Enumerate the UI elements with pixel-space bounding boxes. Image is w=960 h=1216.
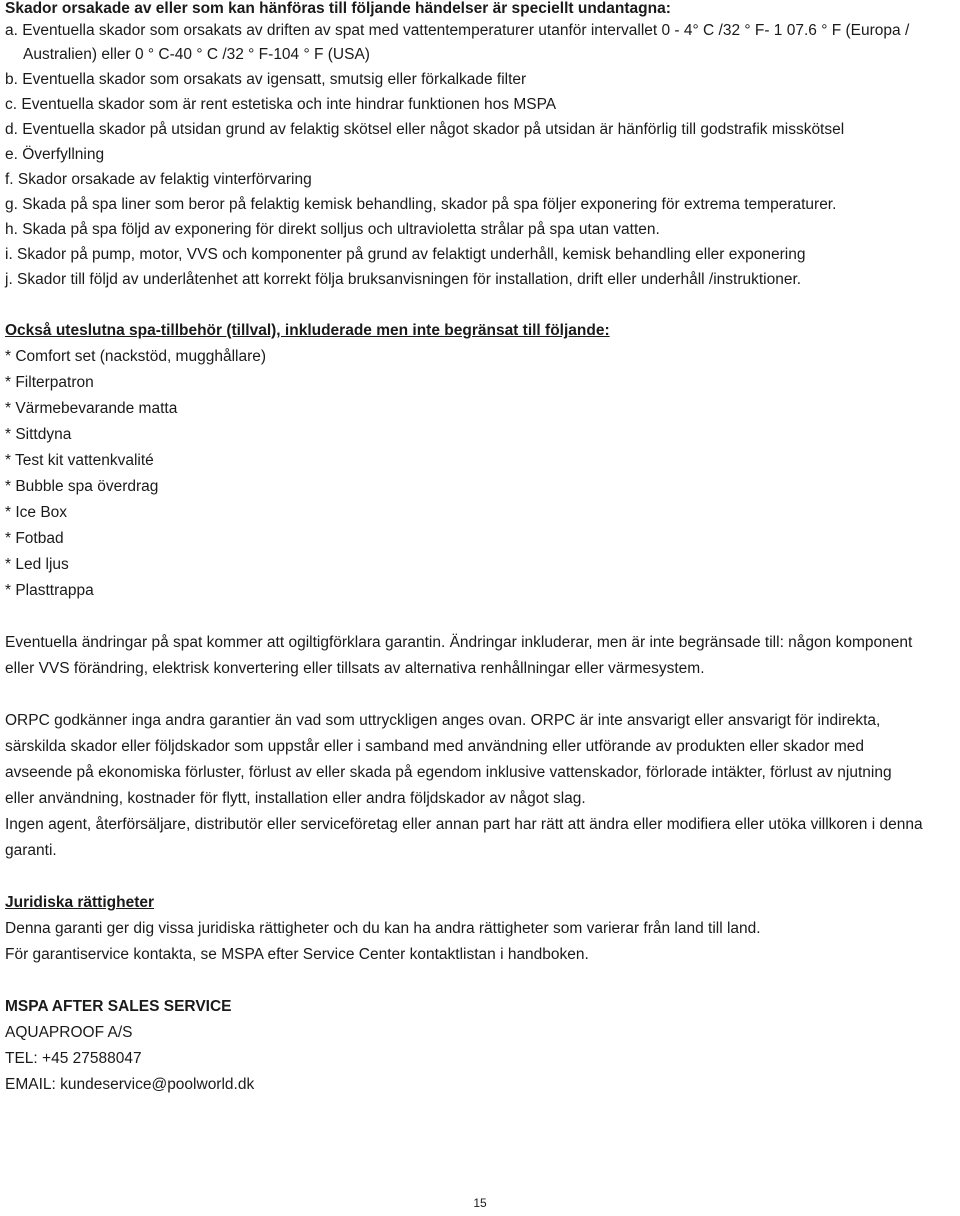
exclusion-item-h: h. Skada på spa följd av exponering för direkt solljus och ultravioletta strålar på spa utan vatten. xyxy=(5,221,660,238)
orpc-line: eller användning, kostnader för flytt, installation eller andra följdskador av något slag. xyxy=(5,790,586,807)
accessory-item: * Test kit vattenkvalité xyxy=(5,452,154,469)
service-phone: TEL: +45 27588047 xyxy=(5,1050,142,1067)
spacer xyxy=(5,968,957,994)
orpc-line: Ingen agent, återförsäljare, distributör eller serviceföretag eller annan part har rätt att ändra eller modifiera eller utöka villkoren i denna xyxy=(5,816,923,833)
warranty-page xyxy=(5,0,957,1098)
legal-line: För garantiservice kontakta, se MSPA efter Service Center kontaktlistan i handboken. xyxy=(5,946,589,963)
modifications-paragraph xyxy=(5,630,957,682)
exclusion-item-d: d. Eventuella skador på utsidan grund av felaktig skötsel eller något skador på utsidan är hänförlig till godstrafik misskötsel xyxy=(5,121,845,138)
orpc-line: särskilda skador eller följdskador som uppstår eller i samband med användning eller utförande av produkten eller skador med xyxy=(5,738,864,755)
accessory-item: * Fotbad xyxy=(5,530,64,547)
orpc-line: garanti. xyxy=(5,842,57,859)
exclusion-item-j: j. Skador till följd av underlåtenhet att korrekt följa bruksanvisningen för installation, drift eller underhåll /instruktioner. xyxy=(5,271,802,288)
exclusion-item-c: c. Eventuella skador som är rent estetiska och inte hindrar funktionen hos MSPA xyxy=(5,96,557,113)
service-email: EMAIL: kundeservice@poolworld.dk xyxy=(5,1076,255,1093)
accessory-item: * Filterpatron xyxy=(5,374,94,391)
legal-section xyxy=(5,890,957,968)
orpc-paragraph xyxy=(5,708,957,864)
accessories-heading: Också uteslutna spa-tillbehör (tillval), inkluderade men inte begränsat till följande: xyxy=(5,322,610,339)
accessory-item: * Värmebevarande matta xyxy=(5,400,178,417)
accessory-item: * Plasttrappa xyxy=(5,582,94,599)
exclusion-item-g: g. Skada på spa liner som beror på felaktig kemisk behandling, skador på spa följer exponering för extrema temperaturer. xyxy=(5,196,837,213)
accessory-item: * Led ljus xyxy=(5,556,69,573)
legal-heading: Juridiska rättigheter xyxy=(5,894,155,911)
exclusion-item-b: b. Eventuella skador som orsakats av igensatt, smutsig eller förkalkade filter xyxy=(5,71,527,88)
exclusions-heading: Skador orsakade av eller som kan hänföras till följande händelser är speciellt undantagna: xyxy=(5,0,671,17)
service-section xyxy=(5,994,957,1098)
spacer xyxy=(5,292,957,318)
exclusion-item-i: i. Skador på pump, motor, VVS och komponenter på grund av felaktigt underhåll, kemisk behandling eller exponering xyxy=(5,246,806,263)
spacer xyxy=(5,864,957,890)
accessory-item: * Bubble spa överdrag xyxy=(5,478,159,495)
accessory-item: * Ice Box xyxy=(5,504,68,521)
orpc-line: avseende på ekonomiska förluster, förlust av eller skada på egendom inklusive vattenskador, förlorade intäkter, förlust av njutning xyxy=(5,764,892,781)
service-heading: MSPA AFTER SALES SERVICE xyxy=(5,998,232,1015)
orpc-line: ORPC godkänner inga andra garantier än vad som uttryckligen anges ovan. ORPC är inte ansvarigt eller ansvarigt för indirekta, xyxy=(5,712,881,729)
accessories-section xyxy=(5,318,957,604)
legal-line: Denna garanti ger dig vissa juridiska rättigheter och du kan ha andra rättigheter som varierar från land till land. xyxy=(5,920,761,937)
spacer xyxy=(5,682,957,708)
exclusion-item-a: a. Eventuella skador som orsakats av driften av spat med vattentemperaturer utanför intervallet 0 - 4° C /32 ° F- 1 07.6 ° F (Europa / xyxy=(5,22,910,39)
modifications-line: eller VVS förändring, elektrisk konvertering eller tillsats av alternativa renhållningar eller värmesystem. xyxy=(5,660,705,677)
accessory-item: * Sittdyna xyxy=(5,426,72,443)
service-company: AQUAPROOF A/S xyxy=(5,1024,133,1041)
exclusion-item-a-cont: Australien) eller 0 ° C-40 ° C /32 ° F-104 ° F (USA) xyxy=(23,46,370,63)
exclusion-item-e: e. Överfyllning xyxy=(5,146,105,163)
page-number: 15 xyxy=(473,1196,487,1210)
spacer xyxy=(5,604,957,630)
accessory-item: * Comfort set (nackstöd, mugghållare) xyxy=(5,348,267,365)
exclusions-section xyxy=(5,0,957,292)
exclusion-item-f: f. Skador orsakade av felaktig vinterförvaring xyxy=(5,171,312,188)
modifications-line: Eventuella ändringar på spat kommer att ogiltigförklara garantin. Ändringar inkluderar, men är inte begränsade till: någon komponent xyxy=(5,634,913,651)
